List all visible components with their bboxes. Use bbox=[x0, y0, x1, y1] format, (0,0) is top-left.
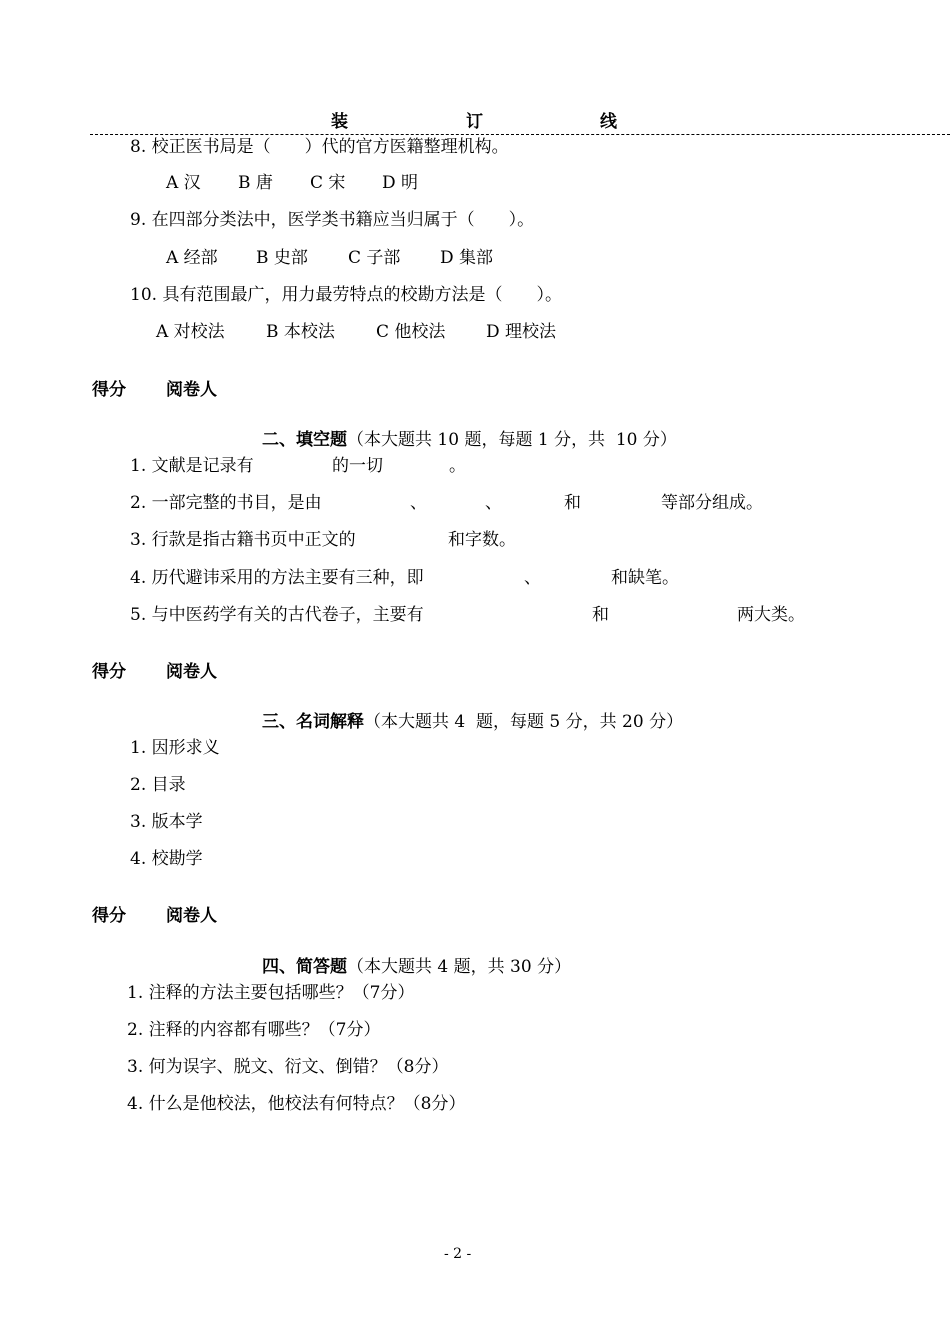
binding-char-zhuang: 装 bbox=[331, 112, 348, 132]
score-label: 得分 bbox=[92, 906, 126, 926]
q9-option-c: C 子部 bbox=[348, 248, 401, 268]
blank-2-part-1: 2. 一部完整的书目，是由 bbox=[130, 493, 322, 513]
question-8-text: 8. 校正医书局是（ ）代的官方医籍整理机构。 bbox=[130, 137, 509, 157]
q8-option-a: A 汉 bbox=[166, 173, 201, 193]
blank-3-part-1: 3. 行款是指古籍书页中正文的 bbox=[130, 530, 356, 550]
q10-option-b: B 本校法 bbox=[266, 322, 335, 342]
grader-label: 阅卷人 bbox=[166, 662, 217, 682]
section-2-title: 二、填空题 bbox=[262, 430, 347, 450]
short-answer-4: 4. 什么是他校法，他校法有何特点？（8分） bbox=[127, 1094, 466, 1114]
q9-option-b: B 史部 bbox=[256, 248, 308, 268]
q8-option-b: B 唐 bbox=[238, 173, 273, 193]
section-4-title: 四、简答题 bbox=[262, 957, 347, 977]
blank-2-part-2: 、 bbox=[410, 493, 427, 513]
q10-option-a: A 对校法 bbox=[156, 322, 225, 342]
question-10-text: 10. 具有范围最广，用力最劳特点的校勘方法是（ ）。 bbox=[130, 285, 562, 305]
blank-2-part-4: 和 bbox=[564, 493, 581, 513]
section-3-note: （本大题共 4 题，每题 5 分，共 20 分） bbox=[364, 712, 684, 732]
score-label: 得分 bbox=[92, 662, 126, 682]
score-label: 得分 bbox=[92, 380, 126, 400]
blank-3-part-2: 和字数。 bbox=[448, 530, 516, 550]
blank-4-part-1: 4. 历代避讳采用的方法主要有三种，即 bbox=[130, 568, 424, 588]
grader-label: 阅卷人 bbox=[166, 906, 217, 926]
blank-5-part-1: 5. 与中医药学有关的古代卷子，主要有 bbox=[130, 605, 424, 625]
q9-option-a: A 经部 bbox=[166, 248, 218, 268]
q9-option-d: D 集部 bbox=[440, 248, 494, 268]
term-3: 3. 版本学 bbox=[130, 812, 203, 832]
binding-char-xian: 线 bbox=[600, 112, 617, 132]
section-3-heading bbox=[262, 714, 683, 731]
blank-5-part-3: 两大类。 bbox=[737, 605, 805, 625]
blank-1-part-1: 1. 文献是记录有 bbox=[130, 456, 254, 476]
blank-2-part-3: 、 bbox=[485, 493, 502, 513]
blank-1-part-3: 。 bbox=[449, 456, 466, 476]
q10-option-c: C 他校法 bbox=[376, 322, 446, 342]
short-answer-3: 3. 何为误字、脱文、衍文、倒错？（8分） bbox=[127, 1057, 449, 1077]
section-4-note: （本大题共 4 题，共 30 分） bbox=[347, 957, 572, 977]
blank-1-part-2: 的一切 bbox=[332, 456, 383, 476]
section-2-note: （本大题共 10 题，每题 1 分，共 10 分） bbox=[347, 430, 677, 450]
section-3-title: 三、名词解释 bbox=[262, 712, 364, 732]
section-2-heading bbox=[262, 432, 677, 449]
grader-label: 阅卷人 bbox=[166, 380, 217, 400]
blank-2-part-5: 等部分组成。 bbox=[661, 493, 763, 513]
q8-option-d: D 明 bbox=[382, 173, 419, 193]
binding-dashed-line bbox=[90, 134, 950, 135]
short-answer-1: 1. 注释的方法主要包括哪些？（7分） bbox=[127, 983, 415, 1003]
term-1: 1. 因形求义 bbox=[130, 738, 220, 758]
short-answer-2: 2. 注释的内容都有哪些？（7分） bbox=[127, 1020, 381, 1040]
term-2: 2. 目录 bbox=[130, 775, 186, 795]
binding-char-ding: 订 bbox=[466, 112, 483, 132]
term-4: 4. 校勘学 bbox=[130, 849, 203, 869]
q8-option-c: C 宋 bbox=[310, 173, 346, 193]
q10-option-d: D 理校法 bbox=[486, 322, 557, 342]
blank-5-part-2: 和 bbox=[592, 605, 609, 625]
blank-4-part-2: 、 bbox=[524, 568, 541, 588]
blank-4-part-3: 和缺笔。 bbox=[611, 568, 679, 588]
section-4-heading bbox=[262, 959, 571, 976]
question-9-text: 9. 在四部分类法中，医学类书籍应当归属于（ ）。 bbox=[130, 210, 535, 230]
page-number: - 2 - bbox=[444, 1246, 472, 1262]
